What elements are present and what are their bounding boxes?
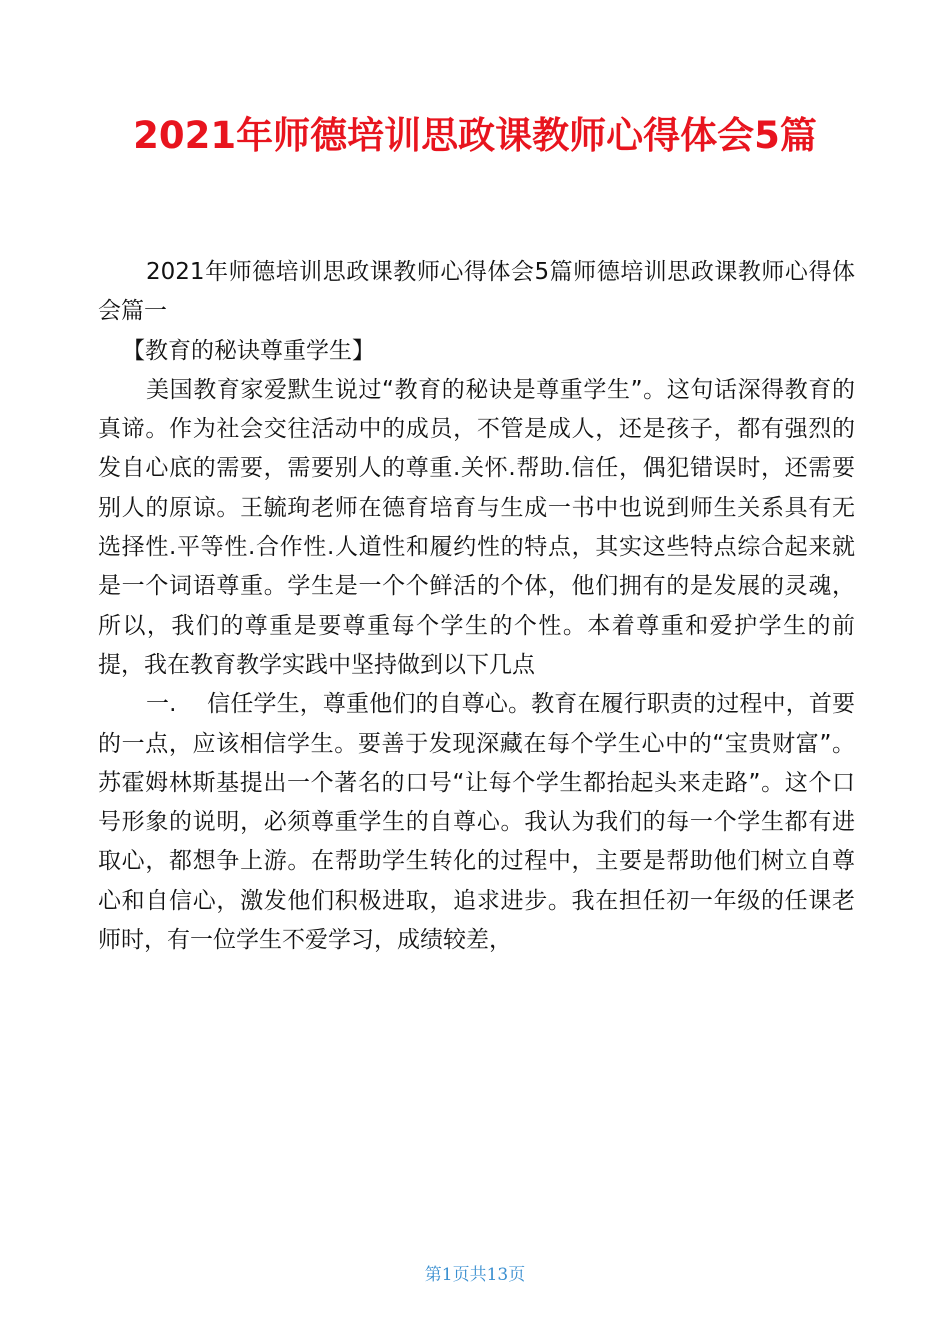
body-paragraph-1: 美国教育家爱默生说过“教育的秘诀是尊重学生”。这句话深得教育的真谛。作为社会交往活动中的成员，不管是成人，还是孩子，都有强烈的发自心底的需要，需要别人的尊重.关怀.帮助.信任，偶犯错误时，还需要别人的原谅。王毓珣老师在德育培育与生成一书中也说到师生关系具有无选择性.平等性.合作性.人道性和履约性的特点，其实这些特点综合起来就是一个词语尊重。学生是一个个鲜活的个体，他们拥有的是发展的灵魂，所以，我们的尊重是要尊重每个学生的个性。本着尊重和爱护学生的前提，我在教育教学实践中坚持做到以下几点: [98, 376, 855, 678]
intro-paragraph: 2021年师德培训思政课教师心得体会5篇师德培训思政课教师心得体会篇一: [98, 259, 855, 325]
body-paragraph-2: 一. 信任学生，尊重他们的自尊心。教育在履行职责的过程中，首要的一点，应该相信学生。要善于发现深藏在每个学生心中的“宝贵财富”。苏霍姆林斯基提出一个著名的口号“让每个学生都抬起头来走路”。这个口号形象的说明，必须尊重学生的自尊心。我认为我们的每一个学生都有进取心，都想争上游。在帮助学生转化的过程中，主要是帮助他们树立自尊心和自信心，激发他们积极进取，追求进步。我在担任初一年级的任课老师时，有一位学生不爱学习，成绩较差，: [98, 691, 855, 954]
document-body: [98, 253, 855, 960]
document-title: 2021年师德培训思政课教师心得体会5篇: [133, 114, 817, 157]
page-number-footer: 第1页共13页: [424, 1265, 526, 1285]
section-heading: 【教育的秘诀尊重学生】: [122, 337, 375, 364]
